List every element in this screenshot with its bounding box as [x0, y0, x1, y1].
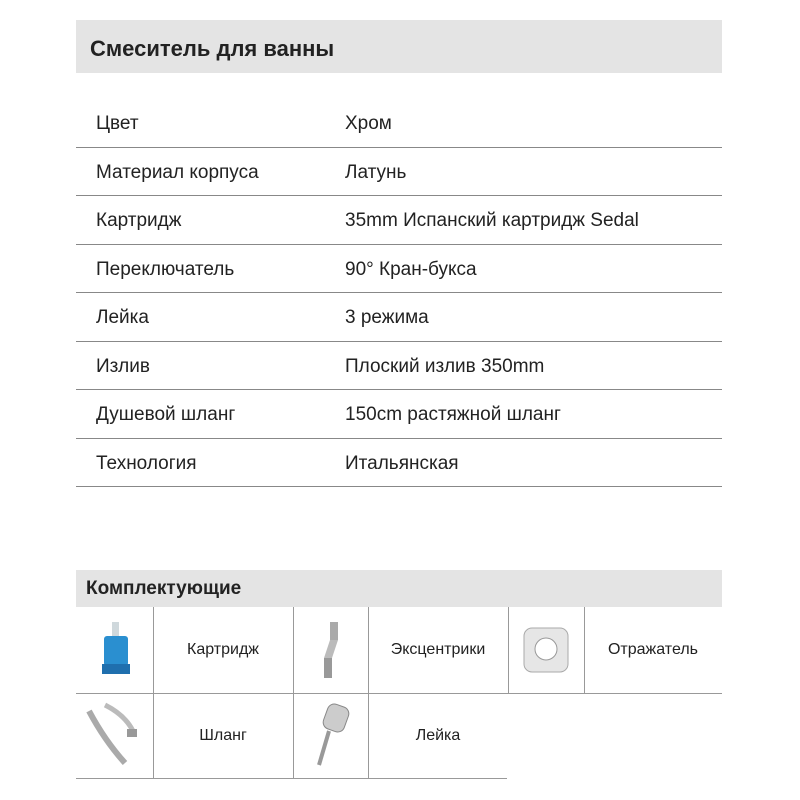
- component-label: Эксцентрики: [390, 641, 486, 658]
- eccentric-icon: [293, 607, 368, 693]
- component-label: Отражатель: [607, 641, 698, 658]
- spec-value: Хром: [345, 113, 392, 134]
- component-label: Шланг: [199, 726, 247, 744]
- spec-row: [76, 293, 722, 342]
- cartridge-icon: [76, 607, 153, 693]
- spec-label: Материал корпуса: [96, 161, 259, 183]
- spec-label: Переключатель: [96, 258, 235, 280]
- spec-row: [76, 342, 722, 391]
- page-title: Смеситель для ванны: [76, 20, 722, 73]
- spec-value: Латунь: [345, 161, 407, 183]
- spec-label: Картридж: [96, 210, 182, 231]
- spec-row: [76, 196, 722, 245]
- spec-row: [76, 245, 722, 294]
- spec-row: [76, 390, 722, 439]
- shower-head-icon: [293, 693, 368, 778]
- component-label: Картридж: [187, 641, 259, 658]
- spec-row: [76, 99, 722, 148]
- spec-value: 3 режима: [345, 307, 429, 328]
- hose-icon: [76, 693, 153, 778]
- component-label: Лейка: [415, 726, 461, 744]
- spec-label: Лейка: [96, 307, 149, 328]
- spec-value: Плоский излив 350mm: [345, 355, 545, 377]
- spec-row: [76, 148, 722, 197]
- reflector-icon: [508, 607, 584, 693]
- spec-value: Итальянская: [345, 452, 459, 474]
- spec-label: Цвет: [96, 113, 139, 134]
- spec-value: 90° Кран-букса: [345, 258, 477, 280]
- spec-row: [76, 439, 722, 488]
- spec-value: 150cm растяжной шланг: [345, 404, 561, 425]
- components-title: Комплектующие: [76, 570, 722, 607]
- divider: [76, 778, 507, 779]
- spec-label: Излив: [96, 355, 150, 377]
- spec-value: 35mm Испанский картридж Sedal: [345, 210, 639, 231]
- spec-label: Душевой шланг: [96, 404, 236, 425]
- spec-label: Технология: [96, 452, 197, 474]
